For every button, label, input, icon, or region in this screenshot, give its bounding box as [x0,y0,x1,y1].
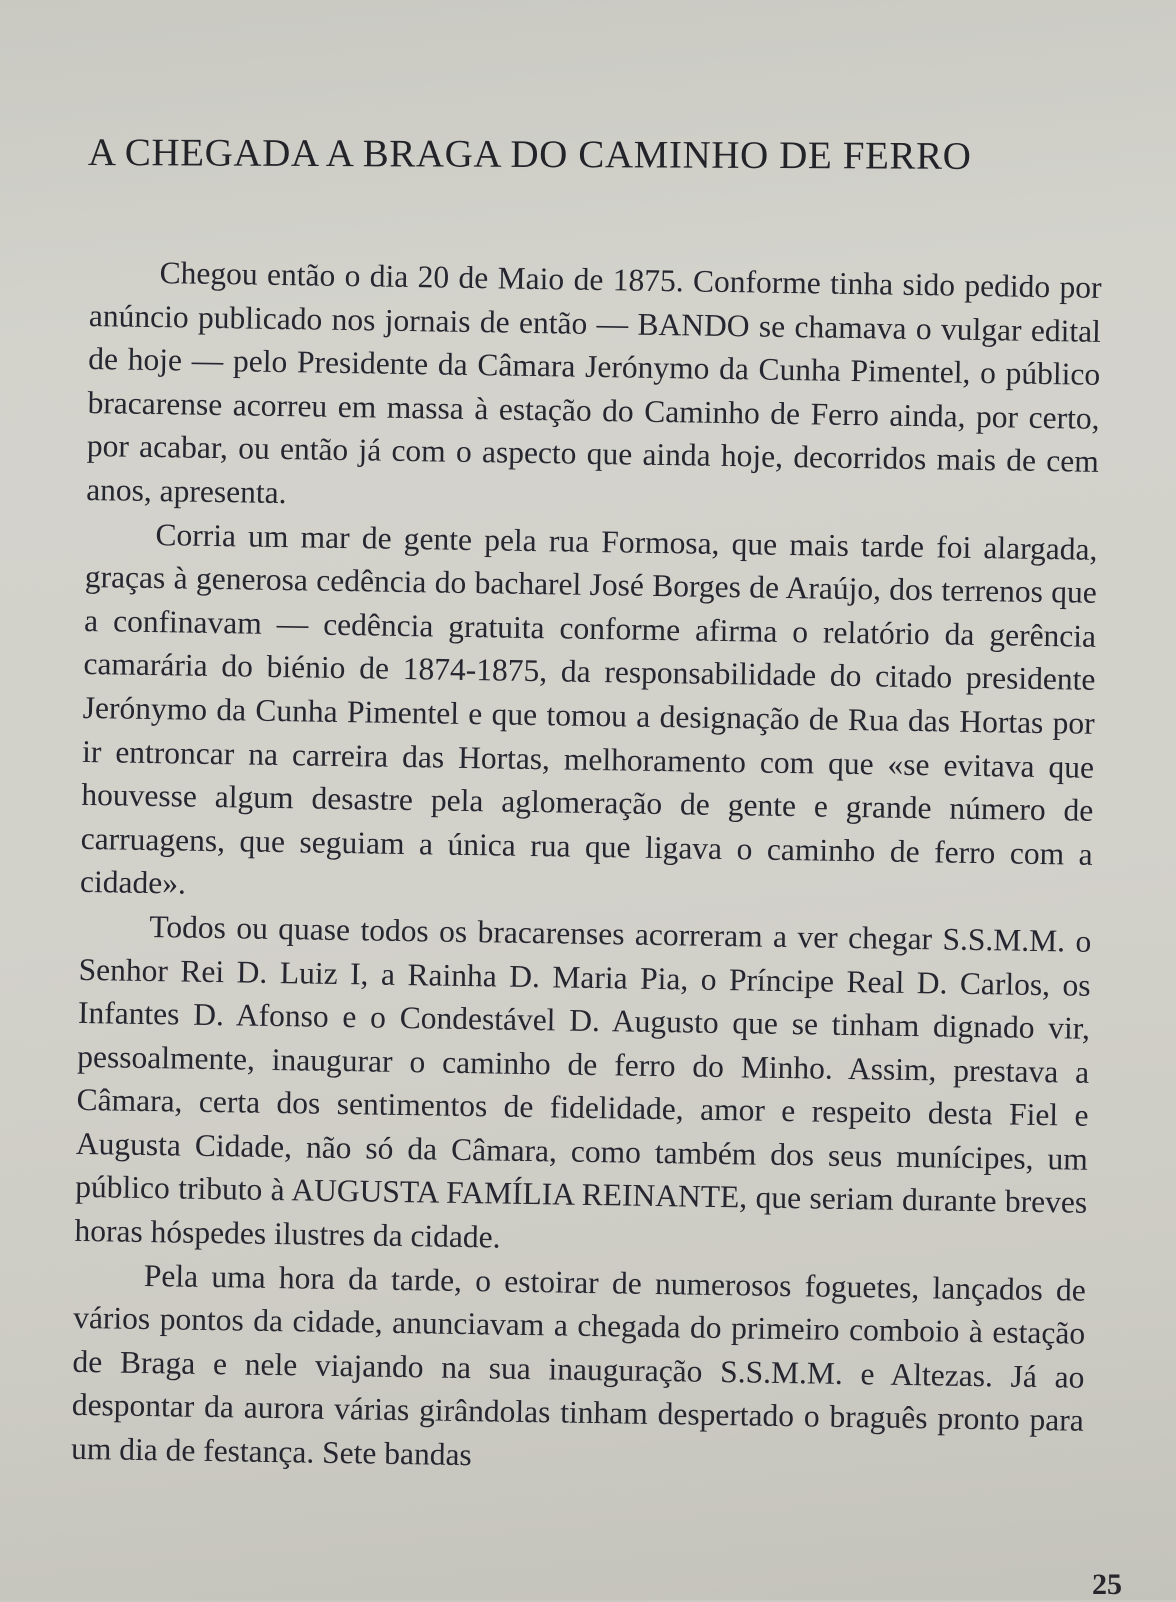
page-number: 25 [1092,1568,1122,1601]
chapter-title: A CHEGADA A BRAGA DO CAMINHO DE FERRO [87,130,972,178]
paragraph-3: Todos ou quase todos os bracarenses acorreram a ver chegar S.S.M.M. o Senhor Rei D. Luiz I, a Rainha D. Maria Pia, o Príncipe Real D. Carlos, os Infantes D. Afonso e o Condestável D. Augusto que se tinham dignado vir, pessoalmente, inaugurar o caminho de ferro do Minho. Assim, prestava a Câmara, certa dos sentimentos de fidelidade, amor e respeito desta Fiel e Augusta Cidade, não só da Câmara, como também dos seus munícipes, um público tributo à AUGUSTA FAMÍLIA REINANTE, que seriam durante breves horas hóspedes ilustres da cidade. [74,908,1092,1255]
paragraph-1: Chegou então o dia 20 de Maio de 1875. Conforme tinha sido pedido por anúncio publicado nos jornais de então — BANDO se chamava o vulgar edital de hoje — pelo Presidente da Câmara Jerónymo da Cunha Pimentel, o público bracarense acorreu em massa à estação do Caminho de Ferro ainda, por certo, por acabar, ou então já com o aspecto que ainda hoje, decorridos mais de cem anos, apresenta. [85,255,1102,511]
paragraph-4: Pela uma hora da tarde, o estoirar de numerosos foguetes, lançados de vários pontos da cidade, anunciavam a chegada do primeiro comboio à estação de Braga e nele viajando na sua inauguração S.S.M.M. e Altezas. Já ao despontar da aurora várias girândolas tinham despertado o braguês pronto para um dia de festança. Sete bandas [70,1257,1087,1473]
paragraph-2: Corria um mar de gente pela rua Formosa, que mais tarde foi alargada, graças à generosa cedência do bacharel José Borges de Araújo, dos terrenos que a confinavam — cedência gratuita conforme afirma o relatório da gerência camarária do biénio de 1874-1875, da responsabilidade do citado presidente Jerónymo da Cunha Pimentel e que tomou a designação de Rua das Hortas por ir entroncar na carreira das Hortas, melhoramento com que «se evitava que houvesse algum desastre pela aglomeração de gente e grande número de carruagens, que seguiam a única rua que ligava o caminho de ferro com a cidade». [79,516,1098,901]
body-text [71,250,1102,1486]
